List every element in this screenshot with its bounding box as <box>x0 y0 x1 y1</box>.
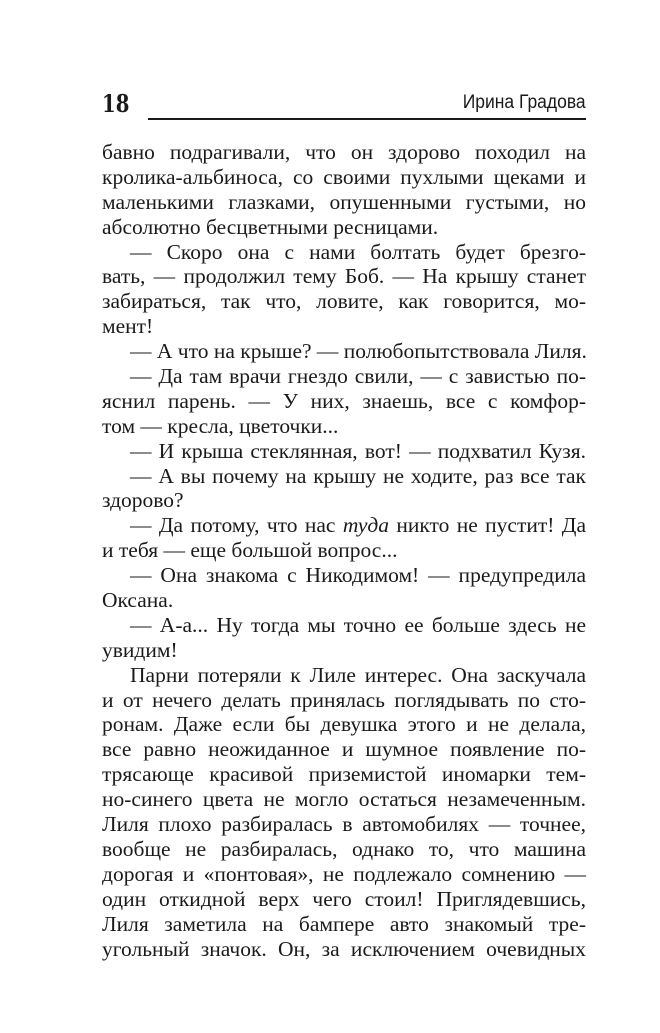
text-line: — Скоро она с нами болтать будет брезго- <box>130 239 586 264</box>
text-line: ронам. Даже если бы девушка этого и не делала, <box>102 712 586 737</box>
text-line: здорово? <box>102 488 184 513</box>
text-line: маленькими глазками, опушенными густыми, но <box>102 189 586 214</box>
text-line: один откидной верх чего стоил! Приглядевшись, <box>102 886 586 911</box>
text-line: увидим! <box>102 637 178 662</box>
text-line: Оксана. <box>102 588 174 613</box>
text-line-with-italic <box>102 513 586 538</box>
text-line: трясающе красивой приземистой иномарки тем- <box>102 762 586 787</box>
text-line: и от нечего делать принялась поглядывать по сто- <box>102 687 586 712</box>
text-line: угольный значок. Он, за исключением очевидных <box>102 936 586 961</box>
text-line: бавно подрагивали, что он здорово походил на <box>102 140 586 164</box>
text-line: яснил парень. — У них, знаешь, все с комфор- <box>102 388 586 413</box>
text-line: абсолютно бесцветными ресницами. <box>102 214 439 239</box>
page-header <box>102 88 586 124</box>
text-fragment: никто не пустит! Да <box>388 513 586 538</box>
body-text <box>102 140 586 961</box>
text-line: — Она знакома с Никодимом! — предупредила <box>130 563 586 588</box>
text-line: — А вы почему на крышу не ходите, раз все так <box>130 463 586 488</box>
text-line: том — кресла, цветочки... <box>102 413 339 438</box>
text-line: забираться, так что, ловите, как говорится, мо- <box>102 289 586 314</box>
text-line: но-синего цвета не могло остаться незамеченным. <box>102 787 586 812</box>
text-line: — А что на крыше? — полюбопытствовала Лиля. <box>130 339 587 364</box>
text-line: вать, — продолжил тему Боб. — На крышу станет <box>102 264 586 289</box>
text-line: все равно неожиданное и шумное появление по- <box>102 737 586 762</box>
text-line: кролика-альбиноса, со своими пухлыми щеками и <box>102 164 586 189</box>
page-number: 18 <box>102 89 130 118</box>
text-line: вообще не разбиралась, однако то, что машина <box>102 836 586 861</box>
running-title: Ирина Градова <box>463 92 586 113</box>
text-line: — И крыша стеклянная, вот! — подхватил Кузя. <box>130 438 586 463</box>
text-line: и тебя — еще большой вопрос... <box>102 538 398 563</box>
text-line: Лиля плохо разбиралась в автомобилях — точнее, <box>102 812 586 837</box>
text-line: Лиля заметила на бампере авто знакомый тре- <box>102 911 586 936</box>
text-line: — Да там врачи гнездо свили, — с завистью по- <box>130 364 586 389</box>
text-line: Парни потеряли к Лиле интерес. Она заскучала <box>130 662 586 687</box>
italic-word: туда <box>342 513 389 538</box>
header-rule <box>148 118 586 120</box>
text-line: дорогая и «понтовая», не подлежало сомнению — <box>102 861 586 886</box>
text-line: — А-а... Ну тогда мы точно ее больше здесь не <box>130 612 586 637</box>
text-line: мент! <box>102 314 154 339</box>
text-fragment: — Да потому, что нас <box>130 513 343 538</box>
